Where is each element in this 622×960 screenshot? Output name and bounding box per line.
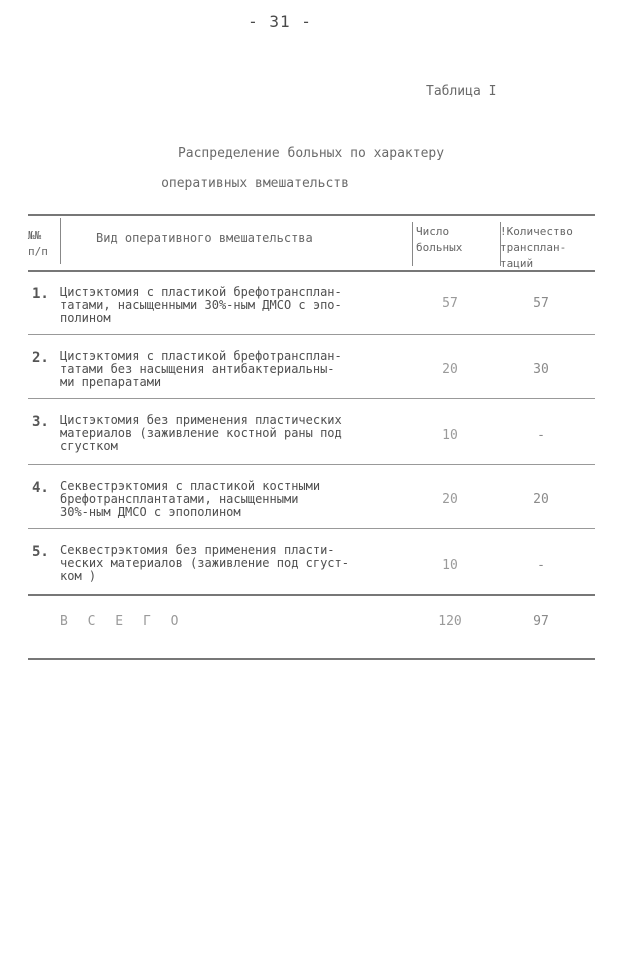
row-description: Секвестрэктомия с пластикой костными брефотрансплантатами, насыщенными 30%-ным ДМСО с эпополином: [60, 479, 321, 519]
header-divider: [60, 218, 61, 264]
row-description: Цистэктомия без применения пластических материалов (заживление костной раны под сгустком: [60, 413, 342, 453]
header-divider: [412, 222, 413, 266]
header-transplants: !Количество трансплан- таций: [500, 225, 573, 270]
row-number: 5.: [32, 544, 49, 560]
row-patients: 57: [442, 296, 458, 311]
row-transplants: 57: [533, 296, 549, 311]
row-separator: [28, 398, 595, 399]
row-patients: 10: [442, 428, 458, 443]
page-number: - 31 -: [248, 12, 312, 31]
header-num: №№ п/п: [28, 229, 48, 258]
table-label: Таблица I: [426, 84, 497, 99]
row-transplants: 20: [533, 492, 549, 507]
row-patients: 20: [442, 362, 458, 377]
row-transplants: 30: [533, 362, 549, 377]
table-caption-line-2: оперативных вмешательств: [161, 176, 349, 191]
row-transplants: -: [537, 428, 545, 443]
table-top-rule: [28, 214, 595, 216]
total-transplants: 97: [533, 614, 549, 629]
row-separator: [28, 464, 595, 465]
row-separator: [28, 334, 595, 335]
row-number: 2.: [32, 350, 49, 366]
row-description: Цистэктомия с пластикой брефотрансплан- татами без насыщения антибактериальны- ми препаратами: [60, 349, 342, 389]
row-number: 3.: [32, 414, 49, 430]
row-patients: 10: [442, 558, 458, 573]
header-bottom-rule: [28, 270, 595, 272]
row-number: 1.: [32, 286, 49, 302]
table-caption-line-1: Распределение больных по характеру: [177, 146, 445, 161]
table-body-bottom-rule: [28, 594, 595, 596]
header-type: Вид оперативного вмешательства: [96, 231, 313, 245]
row-description: Секвестрэктомия без применения пласти- ческих материалов (заживление под сгуст- ком ): [60, 543, 349, 583]
total-patients: 120: [438, 614, 462, 629]
row-patients: 20: [442, 492, 458, 507]
header-patients: Число больных: [416, 225, 463, 254]
row-number: 4.: [32, 480, 49, 496]
row-separator: [28, 528, 595, 529]
total-label: В С Е Г О: [60, 614, 185, 629]
row-description: Цистэктомия с пластикой брефотрансплан- татами, насыщенными 30%-ным ДМСО с эпо- полином: [60, 285, 342, 325]
row-transplants: -: [537, 558, 545, 573]
table-bottom-rule: [28, 658, 595, 660]
